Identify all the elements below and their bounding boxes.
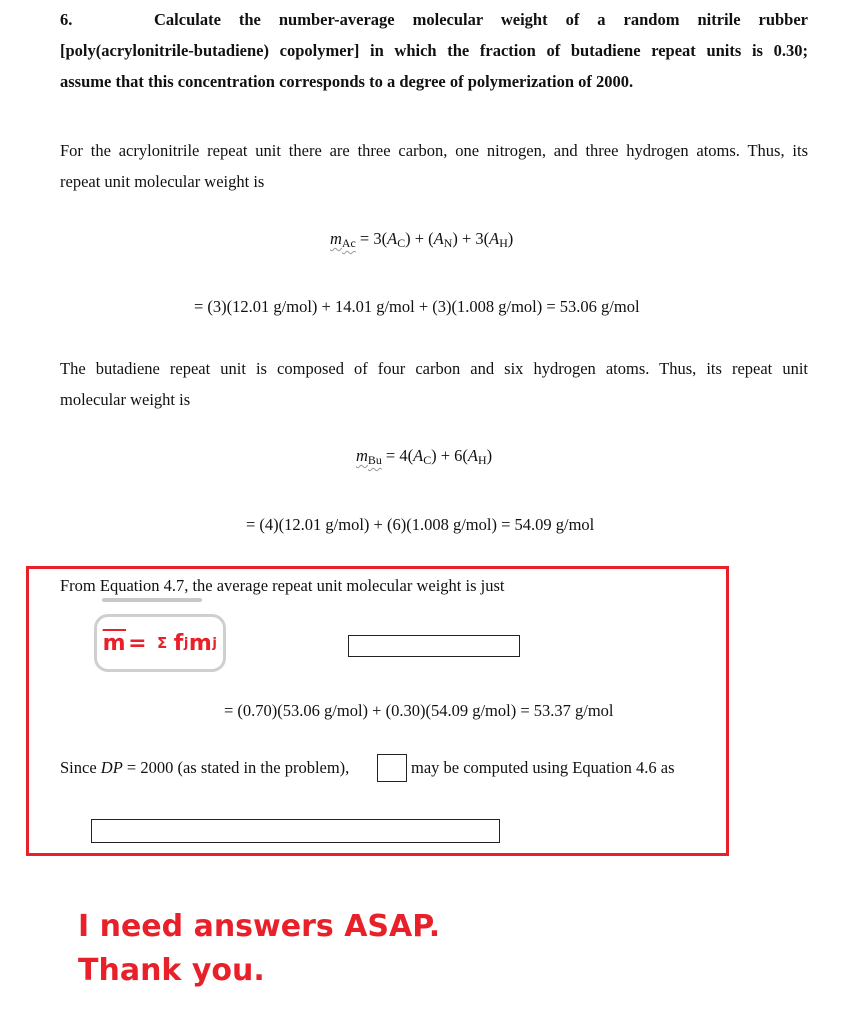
handwritten-formula <box>94 614 226 672</box>
dp-variable: DP <box>100 758 123 777</box>
eq1-close: ) <box>507 229 514 248</box>
hw-j1: j <box>183 635 189 651</box>
answer-box-average-formula[interactable] <box>348 635 520 657</box>
eq1-part-b: ) + ( <box>405 229 434 248</box>
equation-m-ac-value: = (3)(12.01 g/mol) + 14.01 g/mol + (3)(1.008 g/mol) = 53.06 g/mol <box>194 297 640 316</box>
acrylonitrile-paragraph <box>60 135 808 197</box>
acry-line-2: repeat unit molecular weight is <box>60 172 265 191</box>
eq1-a2: A <box>433 229 444 248</box>
problem-text-1: Calculate the number-average molecular weight of a random nitrile rubber <box>154 10 808 29</box>
eq3-h: H <box>478 453 487 467</box>
eq3-part-b: ) + 6( <box>431 446 468 465</box>
eq3-a1: A <box>413 446 424 465</box>
request-line-1: I need answers ASAP. <box>78 909 441 944</box>
eq3-m: m <box>356 446 368 465</box>
hw-f: f <box>173 630 184 656</box>
answer-box-mn-symbol[interactable] <box>377 754 407 782</box>
buta-line-1: The butadiene repeat unit is composed of four carbon and six hydrogen atoms. Thus, its repeat unit <box>60 359 808 378</box>
eq1-part-c: ) + 3( <box>452 229 490 248</box>
eq1-part-a: = 3( <box>355 229 388 248</box>
request-line-2: Thank you. <box>78 953 265 988</box>
eq1-n: N <box>443 236 453 250</box>
hw-equals: = <box>128 630 148 656</box>
dp-prefix: Since <box>60 758 101 777</box>
problem-line-3: assume that this concentration corresponds to a degree of polymerization of 2000. <box>60 72 634 91</box>
request-note <box>78 905 440 993</box>
eq3-sub: Bu <box>367 453 382 467</box>
eq3-part-a: = 4( <box>381 446 414 465</box>
equation-m-ac <box>330 229 513 251</box>
answer-box-mn-equation[interactable] <box>91 819 500 843</box>
problem-number: 6. <box>60 10 73 29</box>
eq1-sub: Ac <box>341 236 356 250</box>
annotation-underline <box>102 598 202 602</box>
hw-sigma: Σ <box>157 634 168 652</box>
dp-suffix: may be computed using Equation 4.6 as <box>411 758 675 777</box>
eq1-m: m <box>330 229 342 248</box>
problem-line-1 <box>60 4 808 35</box>
problem-line-2: [poly(acrylonitrile-butadiene) copolymer] in which the fraction of butadiene repeat units is 0.30; <box>60 41 808 60</box>
equation-average-value: = (0.70)(53.06 g/mol) + (0.30)(54.09 g/mol) = 53.37 g/mol <box>224 701 614 720</box>
average-intro-text: From Equation 4.7, the average repeat unit molecular weight is just <box>60 576 505 595</box>
equation-m-bu <box>356 446 492 468</box>
acry-line-1: For the acrylonitrile repeat unit there are three carbon, one nitrogen, and three hydrogen atoms. Thus, its <box>60 141 808 160</box>
butadiene-paragraph <box>60 353 808 415</box>
problem-statement <box>60 4 808 97</box>
hw-m2: m <box>188 630 213 656</box>
eq3-c: C <box>423 453 432 467</box>
equation-m-bu-value: = (4)(12.01 g/mol) + (6)(1.008 g/mol) = 54.09 g/mol <box>246 515 595 534</box>
buta-line-2: molecular weight is <box>60 390 191 409</box>
eq1-c: C <box>397 236 406 250</box>
eq3-close: ) <box>486 446 493 465</box>
dp-middle: = 2000 (as stated in the problem), <box>122 758 350 777</box>
dp-sentence <box>60 758 349 778</box>
eq1-h: H <box>499 236 508 250</box>
hw-m-bar: $\overline{m}$ <box>102 630 127 656</box>
eq1-a1: A <box>387 229 398 248</box>
eq3-a2: A <box>467 446 478 465</box>
hw-j2: j <box>212 635 218 651</box>
eq1-a3: A <box>489 229 500 248</box>
